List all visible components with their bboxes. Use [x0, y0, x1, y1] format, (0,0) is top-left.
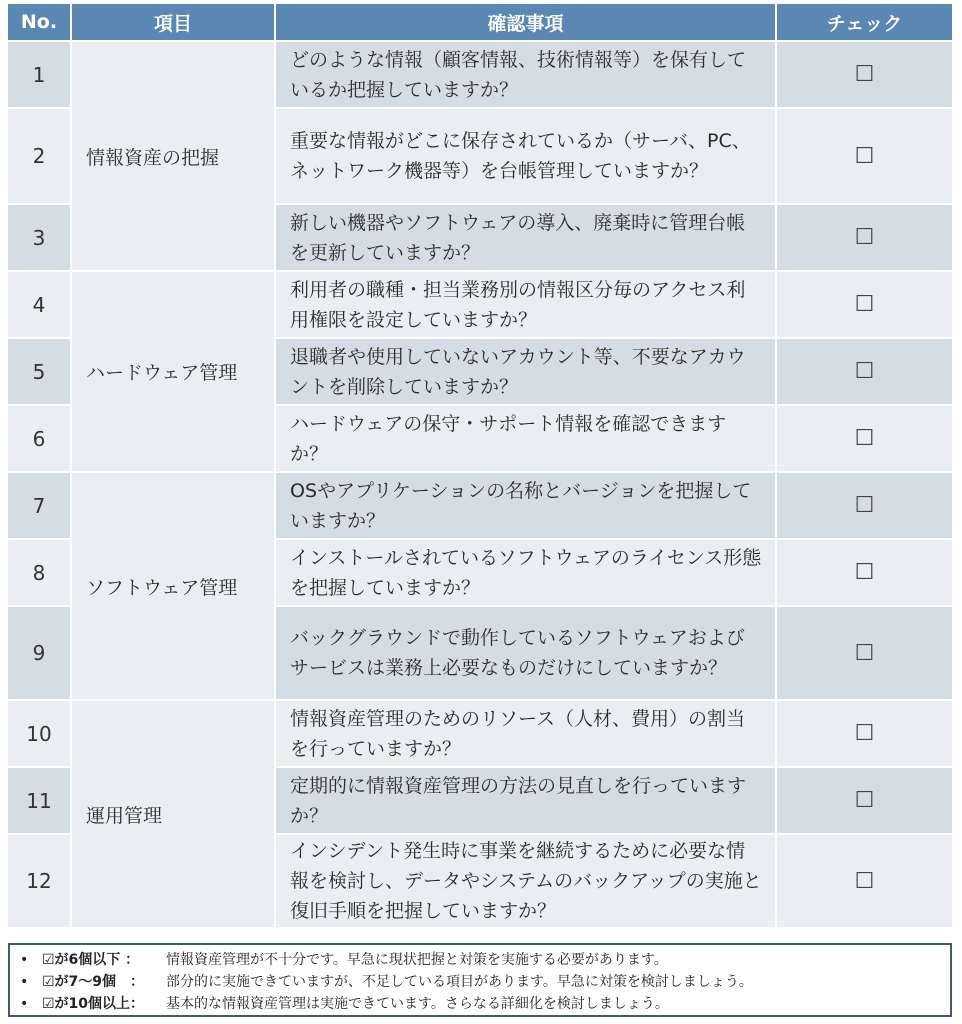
category-hardware: ハードウェア管理: [72, 272, 274, 471]
row-question: インシデント発生時に事業を継続するために必要な情報を検討し、データやシステムのバックアップの実施と復旧手順を把握していますか？: [276, 835, 775, 927]
row-checkbox[interactable]: ☐: [777, 42, 952, 107]
row-question: 退職者や使用していないアカウント等、不要なアカウントを削除していますか？: [276, 339, 775, 404]
header-no: No.: [8, 4, 70, 40]
row-number: 11: [8, 768, 70, 833]
row-number: 9: [8, 607, 70, 699]
row-number: 6: [8, 406, 70, 471]
legend-text: 部分的に実施できていますが、不足している項目があります。早急に対策を検討しましょう。: [166, 974, 753, 990]
row-number: 12: [8, 835, 70, 927]
row-checkbox[interactable]: ☐: [777, 540, 952, 605]
header-category: 項目: [72, 4, 274, 40]
legend-condition: ☑が7～9個 ：: [42, 974, 145, 990]
checklist-table: [8, 4, 952, 927]
row-question: 重要な情報がどこに保存されているか（サーバ、PC、ネットワーク機器等）を台帳管理していますか？: [276, 109, 775, 203]
row-checkbox[interactable]: ☐: [777, 272, 952, 337]
row-number: 4: [8, 272, 70, 337]
legend-row: [20, 949, 950, 971]
row-question: 新しい機器やソフトウェアの導入、廃棄時に管理台帳を更新していますか？: [276, 205, 775, 270]
legend-condition: ☑が6個以下 ：: [42, 952, 140, 968]
bullet-icon: •: [20, 974, 29, 990]
row-checkbox[interactable]: ☐: [777, 835, 952, 927]
row-checkbox[interactable]: ☐: [777, 473, 952, 538]
row-number: 2: [8, 109, 70, 203]
row-number: 1: [8, 42, 70, 107]
row-checkbox[interactable]: ☐: [777, 406, 952, 471]
row-question: バックグラウンドで動作しているソフトウェアおよびサービスは業務上必要なものだけにしていますか？: [276, 607, 775, 699]
bullet-icon: •: [20, 996, 29, 1012]
row-question: どのような情報（顧客情報、技術情報等）を保有しているか把握していますか？: [276, 42, 775, 107]
row-checkbox[interactable]: ☐: [777, 768, 952, 833]
row-question: OSやアプリケーションの名称とバージョンを把握していますか？: [276, 473, 775, 538]
row-checkbox[interactable]: ☐: [777, 205, 952, 270]
row-number: 3: [8, 205, 70, 270]
row-number: 10: [8, 701, 70, 766]
row-checkbox[interactable]: ☐: [777, 607, 952, 699]
row-number: 5: [8, 339, 70, 404]
legend-text: 基本的な情報資産管理は実施できています。さらなる詳細化を検討しましょう。: [166, 996, 669, 1012]
row-number: 7: [8, 473, 70, 538]
category-operation: 運用管理: [72, 701, 274, 927]
row-checkbox[interactable]: ☐: [777, 701, 952, 766]
bullet-icon: •: [20, 952, 29, 968]
category-software: ソフトウェア管理: [72, 473, 274, 699]
header-item: 確認事項: [276, 4, 775, 40]
row-checkbox[interactable]: ☐: [777, 339, 952, 404]
category-info-asset: 情報資産の把握: [72, 42, 274, 270]
row-checkbox[interactable]: ☐: [777, 109, 952, 203]
legend-text: 情報資産管理が不十分です。早急に現状把握と対策を実施する必要があります。: [166, 952, 668, 968]
scoring-legend: [8, 943, 952, 1017]
legend-condition: ☑が10個以上：: [42, 996, 145, 1012]
checklist-sheet: [8, 4, 952, 927]
header-check: チェック: [777, 4, 952, 40]
row-number: 8: [8, 540, 70, 605]
row-question: ハードウェアの保守・サポート情報を確認できますか？: [276, 406, 775, 471]
row-question: インストールされているソフトウェアのライセンス形態を把握していますか？: [276, 540, 775, 605]
row-question: 定期的に情報資産管理の方法の見直しを行っていますか？: [276, 768, 775, 833]
legend-row: [20, 971, 950, 993]
row-question: 利用者の職種・担当業務別の情報区分毎のアクセス利用権限を設定していますか？: [276, 272, 775, 337]
row-question: 情報資産管理のためのリソース（人材、費用）の割当を行っていますか？: [276, 701, 775, 766]
legend-row: [20, 993, 950, 1015]
